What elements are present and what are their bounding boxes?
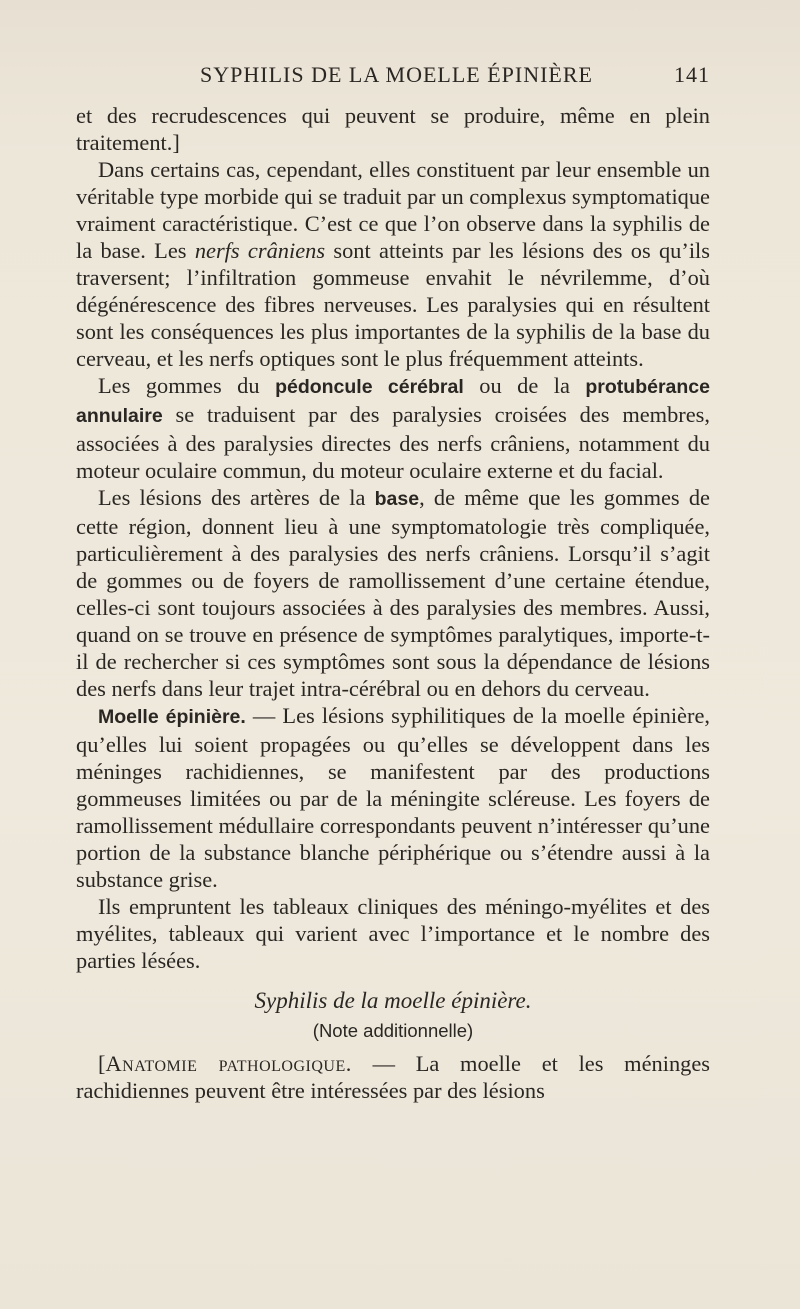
body-text xyxy=(76,102,710,1104)
paragraph xyxy=(76,156,710,372)
text-run: Dans certains cas, cependant, elles constituent par leur ensemble un véritable type morbide qui se traduit par un complexus symptomatique vraiment caractéristique. C’est ce que l’on observe dans la syphilis de la base. Les xyxy=(76,157,710,263)
page-number: 141 xyxy=(674,62,710,87)
text-run: — Les lésions syphilitiques de la moelle épinière, qu’elles lui soient propagées ou qu’elles se développent dans les méninges rachidiennes, se manifestent par des productions gommeuses limitées ou par de la méningite scléreuse. Les foyers de ramollissement médullaire correspondants peuvent n’intéresser qu’une portion de la substance blanche périphérique ou s’étendre aussi à la substance grise. xyxy=(76,703,710,892)
paragraph xyxy=(76,372,710,484)
paragraph xyxy=(76,484,710,702)
text-run: se traduisent par des paralysies croisées des membres, associées à des paralysies directes des nerfs crâniens, notamment du moteur oculaire commun, du moteur oculaire externe et du facial. xyxy=(76,402,710,483)
text-run: Les lésions des artères de la xyxy=(98,485,375,510)
paragraph: et des recrudescences qui peuvent se produire, même en plein traitement.] xyxy=(76,103,710,155)
section-note: (Note additionnelle) xyxy=(312,1020,474,1041)
bold-heading: Moelle épinière. xyxy=(98,706,246,728)
text-run: — La moelle et les méninges rachidiennes peuvent être intéressées par des lésions xyxy=(76,1051,710,1103)
paragraph: Ils empruntent les tableaux cliniques des méningo-myélites et des myélites, tableaux qui varient avec l’importance et le nombre des parties lésées. xyxy=(76,894,710,973)
section-title: Syphilis de la moelle épinière. xyxy=(254,988,532,1013)
bracket: [ xyxy=(98,1051,106,1076)
paragraph xyxy=(76,1050,710,1104)
italic-term: nerfs crâniens xyxy=(194,238,326,263)
text-run: , de même que les gommes de cette région, donnent lieu à une symptomatologie très compliquée, particulièrement à des paralysies des nerfs crâniens. Lorsqu’il s’agit de gommes ou de foyers de ramollissement d’une certaine étendue, celles-ci sont toujours associées à des paralysies des membres. Aussi, quand on se trouve en présence de symptômes paralytiques, importe-t-il de rechercher si ces symptômes sont sous la dépendance de lésions des nerfs dans leur trajet intra-cérébral ou en dehors du cerveau. xyxy=(76,485,710,701)
text-run: Les gommes du xyxy=(98,373,276,398)
bold-term: base xyxy=(374,488,420,510)
bold-term: protubérance annulaire xyxy=(76,376,710,427)
running-title: SYPHILIS DE LA MOELLE ÉPINIÈRE xyxy=(200,62,593,87)
bold-term: pédoncule cérébral xyxy=(275,376,464,398)
smallcaps-heading: Anatomie pathologique. xyxy=(105,1051,352,1076)
paragraph xyxy=(76,702,710,893)
text-run: sont atteints par les lésions des os qu’ils traversent; l’infiltration gommeuse envahit le névrilemme, d’où dégénérescence des fibres nerveuses. Les paralysies qui en résultent sont les conséquences les plus importantes de la syphilis de la base du cerveau, et les nerfs optiques sont le plus fréquemment atteints. xyxy=(76,238,710,371)
text-run: ou de la xyxy=(463,373,586,398)
running-header xyxy=(200,62,710,98)
